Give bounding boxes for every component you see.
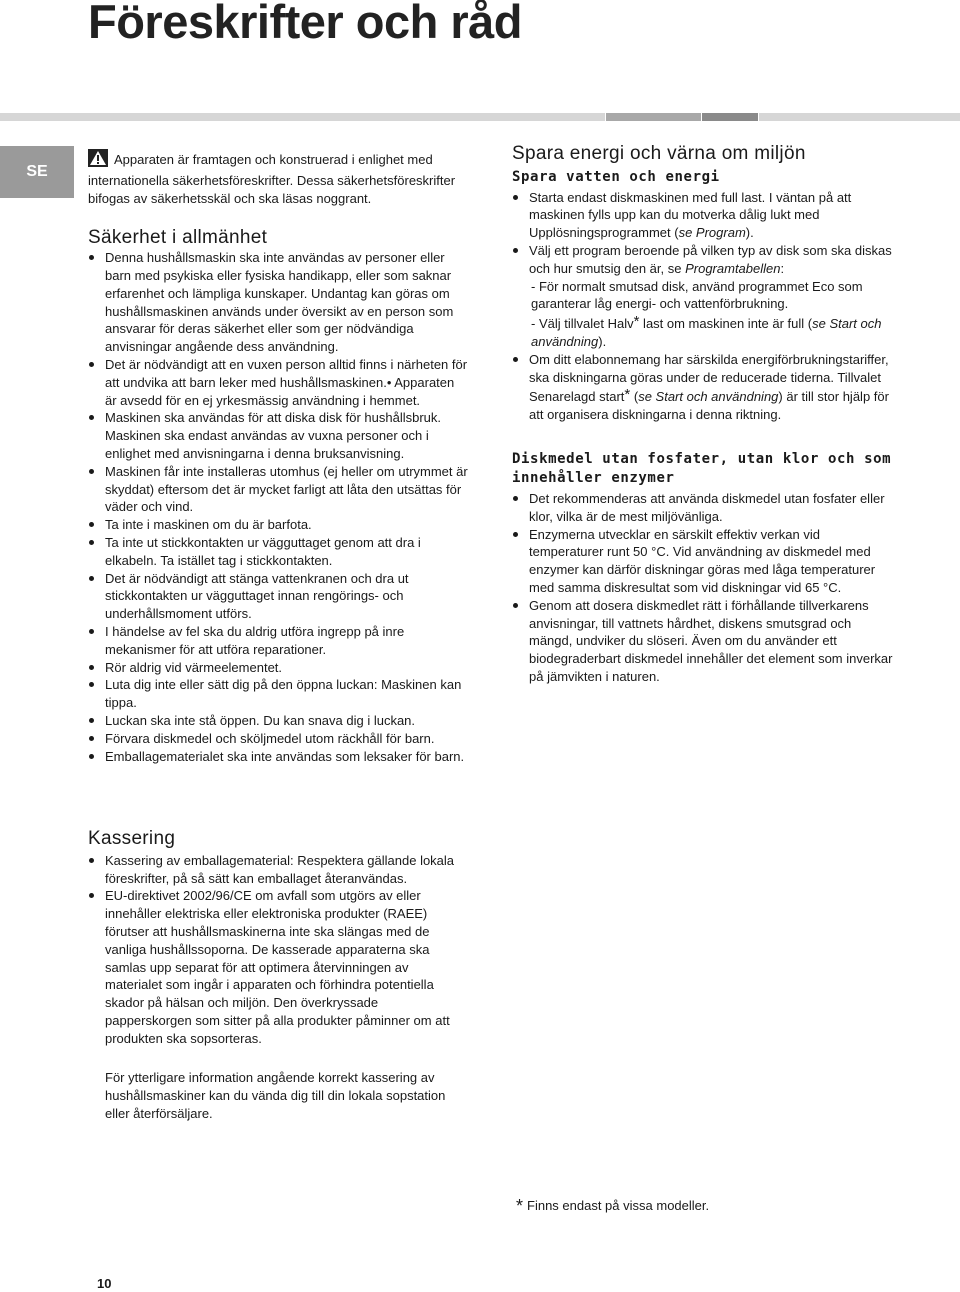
warning-icon <box>88 149 108 172</box>
start-reference: se Start och användning <box>531 316 882 349</box>
header-bar-mid <box>606 113 701 121</box>
safety-list <box>88 249 468 765</box>
page-title: Föreskrifter och råd <box>88 0 523 48</box>
detergent-heading: Diskmedel utan fosfater, utan klor och som innehåller enzymer <box>512 450 892 486</box>
item-text-end: ) är till stor hjälp för att organisera diskningarna i denna riktning. <box>529 389 889 423</box>
item-text: Välj ett program beroende på vilken typ av disk som ska diskas och hur smutsig den är, se <box>529 242 892 276</box>
footnote <box>516 1196 709 1217</box>
list-item: I händelse av fel ska du aldrig utföra ingrepp på inre mekanismer för att utföra reparationer. <box>88 623 468 659</box>
list-item: EU-direktivet 2002/96/CE om avfall som utgörs av eller innehåller elektriska eller elektroniska produkter (RAEE) förutser att hushållsmaskinerna inte ska slängas med de vanliga hushållssoporna. De kasserade apparaterna ska samlas upp separat för att optimera återvinningen av materialet som ingår i apparaten och förhindra potentiella skador på hälsan och miljön. Den överkryssade papperskorgen som sitter på alla produkter påminner om att produkten ska sopsorteras. <box>88 887 468 1047</box>
list-item: Ta inte i maskinen om du är barfota. <box>88 516 468 534</box>
disposal-section <box>88 830 468 1048</box>
item-text: Starta endast diskmaskinen med full last. I väntan på att maskinen fylls upp kan du motverka dålig lukt med Upplösningsprogrammet ( <box>529 189 852 241</box>
energy-list <box>512 189 897 424</box>
list-item <box>512 242 897 351</box>
list-item: Maskinen ska användas för att diska disk för hushållsbruk. Maskinen ska endast användas av vuxna personer och i enlighet med anvisningarna i denna bruksanvisning. <box>88 409 468 462</box>
header-bar-dark <box>702 113 758 121</box>
item-text: Om ditt elabonnemang har särskilda energiförbrukningstariffer, ska diskningarna göras under de reducerade tiderna. Tillvalet Senarelagd start <box>529 351 889 405</box>
left-column <box>88 149 468 765</box>
item-text-end: : <box>780 260 785 276</box>
water-energy-heading: Spara vatten och energi <box>512 168 720 185</box>
footnote-asterisk: * <box>516 1196 524 1216</box>
list-item <box>512 189 897 242</box>
list-item: Maskinen får inte installeras utomhus (ej heller om utrymmet är skyddat) eftersom det är mycket farligt att låta den utsättas för väder och vind. <box>88 463 468 516</box>
item-text-mid: ( <box>630 389 639 405</box>
footnote-text: Finns endast på vissa modeller. <box>527 1198 710 1213</box>
disposal-heading: Kassering <box>88 828 176 849</box>
language-tab: SE <box>0 146 74 198</box>
list-item: Det rekommenderas att använda diskmedel utan fosfater eller klor, vilka är de mest miljövänliga. <box>512 490 897 526</box>
list-item: Emballagematerialet ska inte användas som leksaker för barn. <box>88 748 468 766</box>
list-item: Enzymerna utvecklar en särskilt effektiv verkan vid temperaturer runt 50 °C. Vid användning av diskmedel med enzymer kan därför diskningar göras med låga temperaturer med samma diskresultat som vid diskningar vid 65 °C. <box>512 526 897 597</box>
list-item: Rör aldrig vid värmeelementet. <box>88 659 468 677</box>
list-item: Förvara diskmedel och sköljmedel utom räckhåll för barn. <box>88 730 468 748</box>
intro-paragraph <box>88 149 468 207</box>
program-table-reference: Programtabellen <box>685 260 781 276</box>
start-reference: se Start och användning <box>638 389 779 405</box>
item-text-end: ). <box>745 225 754 241</box>
sub-text-mid: last om maskinen inte är full ( <box>639 316 813 332</box>
page-number: 10 <box>97 1276 112 1291</box>
list-item: Kassering av emballagematerial: Respektera gällande lokala föreskrifter, på så sätt kan emballaget återanvändas. <box>88 852 468 888</box>
list-item: Det är nödvändigt att stänga vattenkranen och dra ut stickkontakten ur vägguttaget innan rengörings- och underhållsmoment utförs. <box>88 570 468 623</box>
sub-text-end: ). <box>598 333 607 349</box>
list-item <box>512 351 897 424</box>
sub-item-half-load <box>529 313 897 351</box>
disposal-extra-info: För ytterligare information angående korrekt kassering av hushållsmaskiner kan du vända dig till din lokala sopstation eller återförsäljare. <box>105 1070 446 1121</box>
list-item: Luckan ska inte stå öppen. Du kan snava dig i luckan. <box>88 712 468 730</box>
list-item: Luta dig inte eller sätt dig på den öppna luckan: Maskinen kan tippa. <box>88 676 468 712</box>
intro-text: Apparaten är framtagen och konstruerad i enlighet med internationella säkerhetsföreskrifter. Dessa säkerhetsföreskrifter bifogas av säkerhetsskäl och ska läsas noggrant. <box>88 152 456 206</box>
list-item: Genom att dosera diskmedlet rätt i förhållande tillverkarens anvisningar, till vattnets hårdhet, diskens smutsgrad och mängd, undviker du slöseri. Även om du använder ett biodegraderbart diskmedel innehåller det element som inverkar på jämvikten i naturen. <box>512 597 897 686</box>
header-bar-end <box>759 113 960 121</box>
energy-heading: Spara energi och värna om miljön <box>512 143 806 164</box>
right-column <box>512 145 897 686</box>
detergent-list <box>512 490 897 686</box>
sub-item-eco: - För normalt smutsad disk, använd programmet Eco som garanterar låg energi- och vattenförbrukning. <box>531 278 863 312</box>
list-item: Det är nödvändigt att en vuxen person alltid finns i närheten för att undvika att barn leker med hushållsmaskinen.• Apparaten är avsedd för en ej yrkesmässig användning i hemmet. <box>88 356 468 409</box>
sub-text: - Välj tillvalet Halv <box>531 316 634 332</box>
header-bar-light <box>0 113 605 121</box>
list-item: Denna hushållsmaskin ska inte användas av personer eller barn med psykiska eller fysiska handikapp, eller som saknar erfarenhet och lämpliga kunskaper. Undantag kan göras om hushållsmaskinen används under översikt av en person som ansvarar för deras säkerhet eller som ger nödvändiga anvisningar angående dess användning. <box>88 249 468 356</box>
asterisk: * <box>633 313 640 331</box>
disposal-list <box>88 852 468 1048</box>
asterisk: * <box>624 386 631 404</box>
safety-heading: Säkerhet i allmänhet <box>88 227 268 249</box>
program-reference: se Program <box>678 225 746 241</box>
list-item: Ta inte ut stickkontakten ur vägguttaget genom att dra i elkabeln. Ta istället tag i stickkontakten. <box>88 534 468 570</box>
